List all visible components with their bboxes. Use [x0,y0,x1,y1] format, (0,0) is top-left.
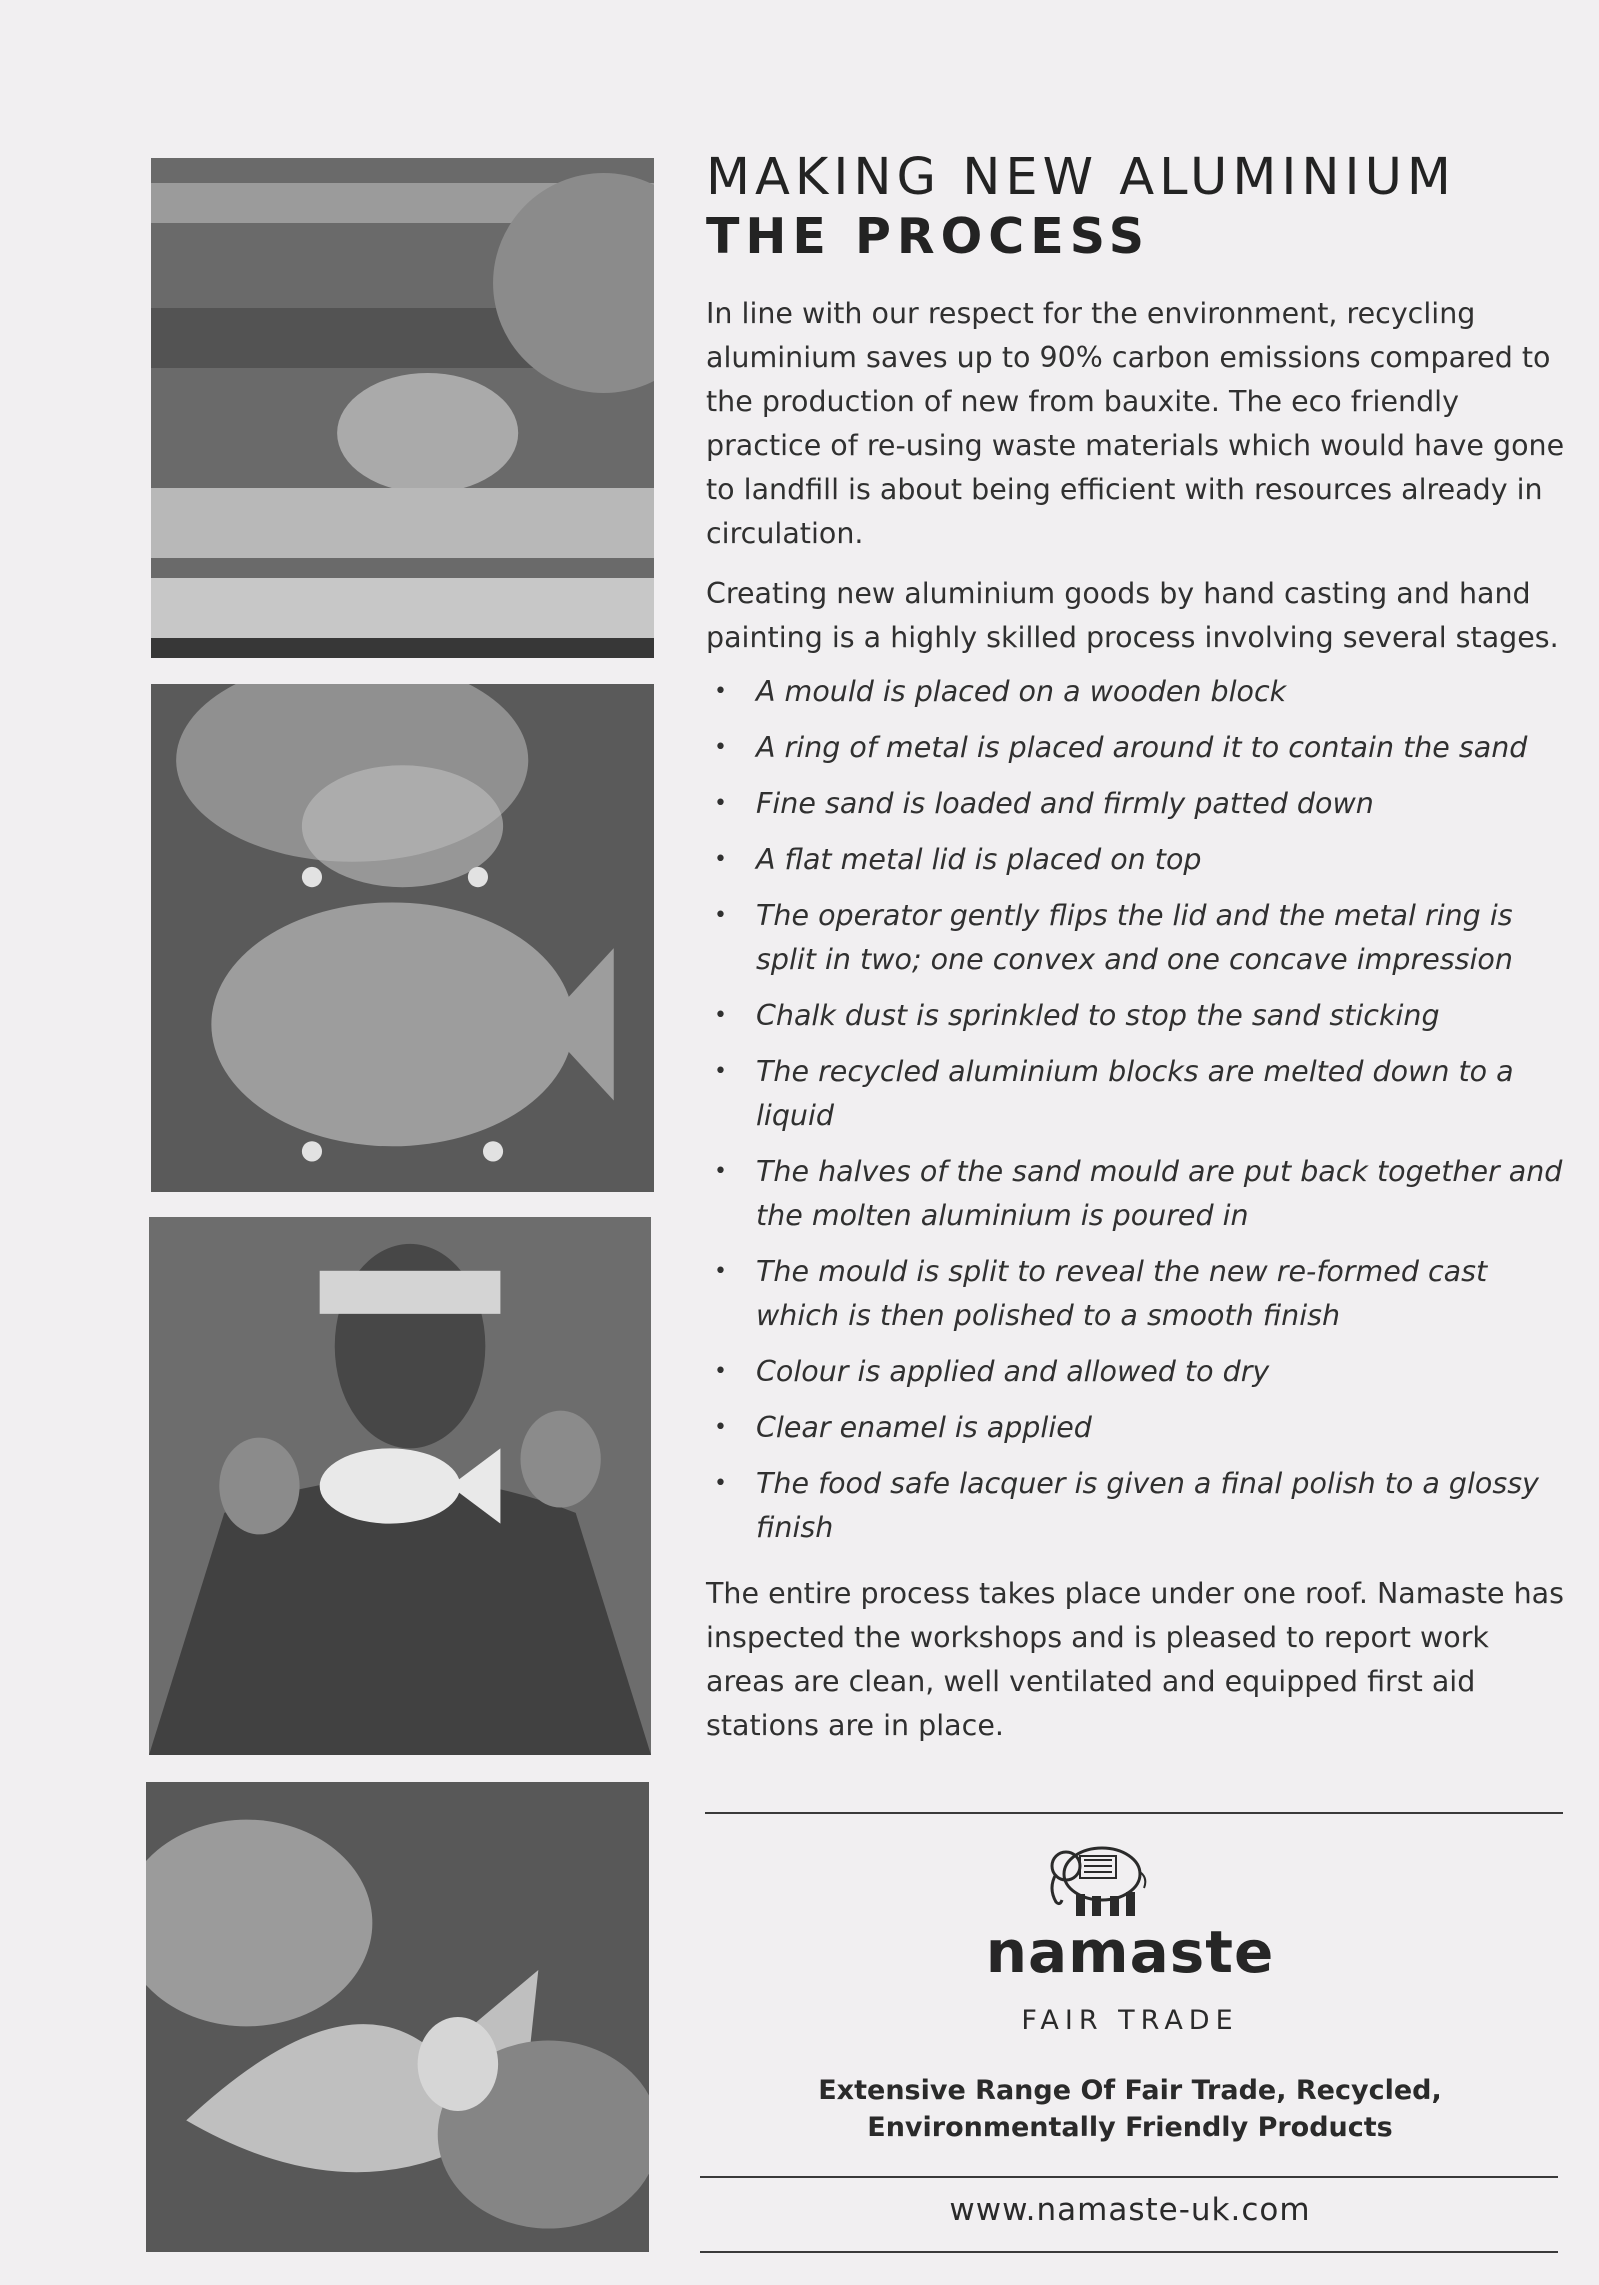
brand-subtitle: FAIR TRADE [1021,2005,1239,2036]
tagline-line: Environmentally Friendly Products [867,2112,1393,2143]
article-body [706,148,1566,1748]
bullet-icon: • [714,1471,727,1496]
list-item: • A ring of metal is placed around it to contain the sand [706,726,1566,770]
photo-worker-holding-fish-dish [149,1217,651,1755]
divider [705,1812,1563,1814]
bullet-icon: • [714,1359,727,1384]
brand-tagline [700,2072,1560,2146]
process-steps-list [706,670,1566,1550]
intro-paragraph: In line with our respect for the environment, recycling aluminium saves up to 90% carbon emissions compared to the production of new from bauxite. The eco friendly practice of re-using waste materials which would have gone to landfill is about being efficient with resources already in circulation. [706,297,1565,550]
divider [700,2251,1558,2253]
list-item: • Chalk dust is sprinkled to stop the sand sticking [706,994,1566,1038]
process-lead-paragraph: Creating new aluminium goods by hand casting and hand painting is a highly skilled process involving several stages. [706,577,1559,654]
photo-fish-cast-handling [146,1782,649,2252]
list-item: • The recycled aluminium blocks are melted down to a liquid [706,1050,1566,1138]
list-item: • A mould is placed on a wooden block [706,670,1566,714]
brand-name: namaste [985,1918,1275,1986]
elephant-logo-icon [1040,1832,1160,1924]
list-item: • The halves of the sand mould are put back together and the molten aluminium is poured in [706,1150,1566,1238]
photo-fish-mould-impression [151,684,654,1192]
bullet-icon: • [714,1259,727,1284]
list-item: • Clear enamel is applied [706,1406,1566,1450]
bullet-icon: • [714,903,727,928]
bullet-icon: • [714,791,727,816]
heading-subtitle: THE PROCESS [706,208,1151,265]
list-item: • Fine sand is loaded and firmly patted down [706,782,1566,826]
bullet-icon: • [714,1415,727,1440]
closing-paragraph: The entire process takes place under one roof. Namaste has inspected the workshops and is pleased to report work areas are clean, well ventilated and equipped first aid stations are in place. [706,1577,1564,1742]
website-url: www.namaste-uk.com [949,2192,1311,2228]
tagline-line: Extensive Range Of Fair Trade, Recycled, [818,2075,1442,2106]
bullet-icon: • [714,1003,727,1028]
list-item: • The mould is split to reveal the new re-formed cast which is then polished to a smooth finish [706,1250,1566,1338]
bullet-icon: • [714,1159,727,1184]
bullet-icon: • [714,1059,727,1084]
list-item: • The operator gently flips the lid and the metal ring is split in two; one convex and one concave impression [706,894,1566,982]
bullet-icon: • [714,679,727,704]
photo-sand-casting-mould [151,158,654,658]
list-item: • Colour is applied and allowed to dry [706,1350,1566,1394]
heading-title: MAKING NEW ALUMINIUM [706,148,1456,207]
bullet-icon: • [714,735,727,760]
bullet-icon: • [714,847,727,872]
list-item: • The food safe lacquer is given a final polish to a glossy finish [706,1462,1566,1550]
list-item: • A flat metal lid is placed on top [706,838,1566,882]
divider [700,2176,1558,2178]
